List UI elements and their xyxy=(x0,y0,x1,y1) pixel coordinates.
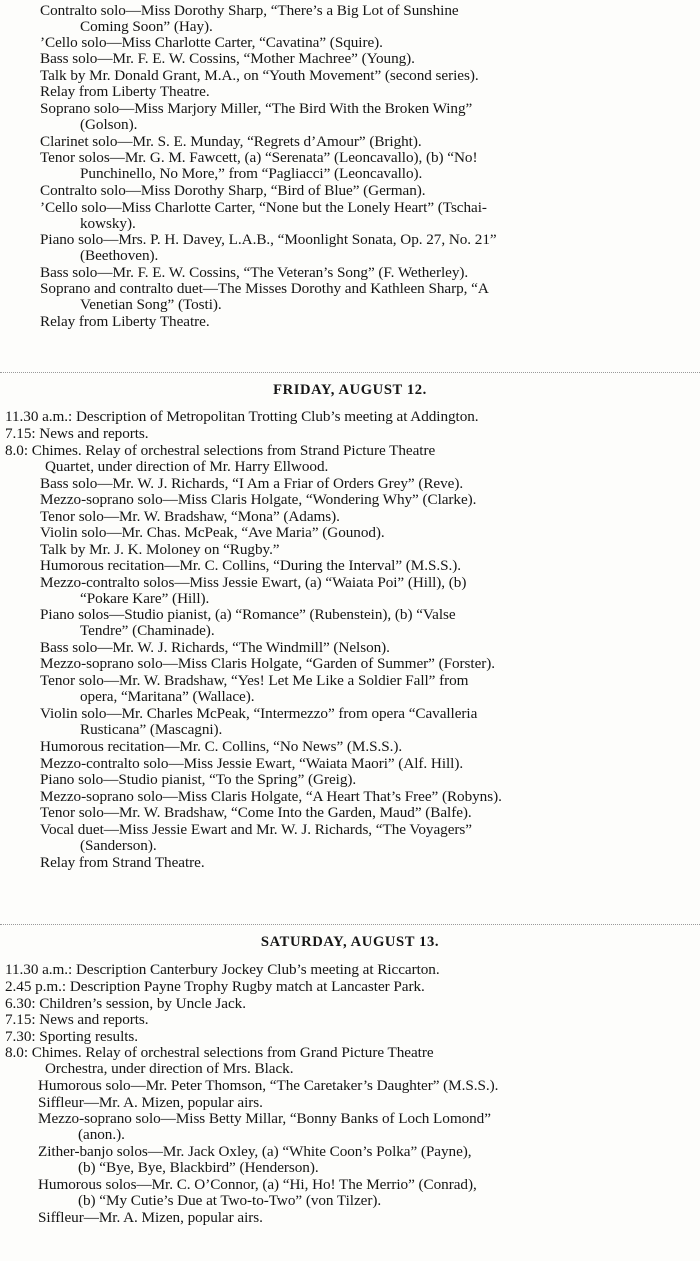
intro-item-continuation: (Beethoven). xyxy=(80,247,159,265)
saturday-schedule-entry-line: 2.45 p.m.: Description Payne Trophy Rugby match at Lancaster Park. xyxy=(5,978,425,995)
saturday-schedule-entry-line: 7.30: Sporting results. xyxy=(5,1028,139,1045)
intro-item-continuation: (Golson). xyxy=(80,116,138,134)
friday-schedule-entry xyxy=(0,426,700,442)
saturday-item-line: Humorous solos—Mr. C. O’Connor, (a) “Hi, Ho! The Merrio” (Conrad), xyxy=(38,1176,477,1193)
friday-item-line: Violin solo—Mr. Charles McPeak, “Intermezzo” from opera “Cavalleria xyxy=(40,705,478,722)
saturday-schedule-entry-line: 7.15: News and reports. xyxy=(5,1011,149,1028)
saturday-schedule-entry-line: 6.30: Children’s session, by Uncle Jack. xyxy=(5,995,246,1012)
saturday-heading: SATURDAY, AUGUST 13. xyxy=(260,934,440,950)
intro-item-line: Bass solo—Mr. F. E. W. Cossins, “The Veteran’s Song” (F. Wetherley). xyxy=(40,264,469,281)
friday-item xyxy=(0,558,700,574)
friday-item xyxy=(0,739,700,755)
friday-item-line: Mezzo-soprano solo—Miss Claris Holgate, “A Heart That’s Free” (Robyns). xyxy=(40,788,502,805)
friday-item xyxy=(0,855,700,871)
intro-item xyxy=(0,150,700,183)
friday-item xyxy=(0,575,700,608)
saturday-schedule-entry-line: 8.0: Chimes. Relay of orchestral selections from Grand Picture Theatre xyxy=(5,1044,434,1061)
intro-item-line: Contralto solo—Miss Dorothy Sharp, “Bird of Blue” (German). xyxy=(40,182,426,199)
friday-item-line: Mezzo-soprano solo—Miss Claris Holgate, “Garden of Summer” (Forster). xyxy=(40,655,496,672)
friday-heading: FRIDAY, AUGUST 12. xyxy=(273,382,427,398)
saturday-schedule-entry xyxy=(0,1045,700,1078)
friday-item-line: Piano solo—Studio pianist, “To the Spring” (Greig). xyxy=(40,771,357,788)
intro-item xyxy=(0,183,700,199)
intro-item-line: Clarinet solo—Mr. S. E. Munday, “Regrets d’Amour” (Bright). xyxy=(40,133,422,150)
friday-item xyxy=(0,673,700,706)
friday-item-line: Tenor solo—Mr. W. Bradshaw, “Mona” (Adams). xyxy=(40,508,340,525)
friday-item-continuation: “Pokare Kare” (Hill). xyxy=(80,590,210,608)
saturday-item xyxy=(0,1177,700,1210)
friday-item xyxy=(0,640,700,656)
saturday-item-line: Zither-banjo solos—Mr. Jack Oxley, (a) “White Coon’s Polka” (Payne), xyxy=(38,1143,472,1160)
saturday-item xyxy=(0,1144,700,1177)
saturday-schedule-entry xyxy=(0,962,700,978)
friday-item xyxy=(0,476,700,492)
intro-item xyxy=(0,35,700,51)
intro-item xyxy=(0,314,700,330)
saturday-item xyxy=(0,1078,700,1094)
intro-item-line: ’Cello solo—Miss Charlotte Carter, “Cavatina” (Squire). xyxy=(40,34,383,51)
intro-item-line: Bass solo—Mr. F. E. W. Cossins, “Mother Machree” (Young). xyxy=(40,50,415,67)
intro-item xyxy=(0,51,700,67)
intro-item xyxy=(0,68,700,84)
friday-item xyxy=(0,756,700,772)
friday-item xyxy=(0,772,700,788)
intro-item-line: Relay from Liberty Theatre. xyxy=(40,313,210,330)
friday-item xyxy=(0,607,700,640)
saturday-item-line: Humorous solo—Mr. Peter Thomson, “The Caretaker’s Daughter” (M.S.S.). xyxy=(38,1077,499,1094)
intro-item-line: Tenor solos—Mr. G. M. Fawcett, (a) “Serenata” (Leoncavallo), (b) “No! xyxy=(40,149,478,166)
friday-item-line: Relay from Strand Theatre. xyxy=(40,854,205,871)
friday-schedule-entry xyxy=(0,409,700,425)
friday-item-line: Talk by Mr. J. K. Moloney on “Rugby.” xyxy=(40,541,280,558)
saturday-item-line: Siffleur—Mr. A. Mizen, popular airs. xyxy=(38,1209,263,1226)
saturday-item xyxy=(0,1111,700,1144)
intro-item-line: Soprano and contralto duet—The Misses Dorothy and Kathleen Sharp, “A xyxy=(40,280,489,297)
friday-item-line: Violin solo—Mr. Chas. McPeak, “Ave Maria” (Gounod). xyxy=(40,524,385,541)
friday-item-line: Tenor solo—Mr. W. Bradshaw, “Yes! Let Me Like a Soldier Fall” from xyxy=(40,672,469,689)
friday-item xyxy=(0,525,700,541)
friday-item-line: Mezzo-contralto solo—Miss Jessie Ewart, “Waiata Maori” (Alf. Hill). xyxy=(40,755,464,772)
intro-item-line: Relay from Liberty Theatre. xyxy=(40,83,210,100)
friday-schedule-entry-line: 11.30 a.m.: Description of Metropolitan Trotting Club’s meeting at Addington. xyxy=(5,408,479,425)
friday-item-line: Piano solos—Studio pianist, (a) “Romance” (Rubenstein), (b) “Valse xyxy=(40,606,456,623)
friday-item xyxy=(0,492,700,508)
intro-item-continuation: Venetian Song” (Tosti). xyxy=(80,296,222,314)
friday-item-line: Vocal duet—Miss Jessie Ewart and Mr. W. J. Richards, “The Voyagers” xyxy=(40,821,472,838)
intro-item xyxy=(0,84,700,100)
section-rule-top xyxy=(0,372,700,373)
friday-item-line: Tenor solo—Mr. W. Bradshaw, “Come Into the Garden, Maud” (Balfe). xyxy=(40,804,472,821)
friday-schedule-entry-line: 7.15: News and reports. xyxy=(5,425,149,442)
section-rule-middle xyxy=(0,924,700,925)
friday-item-continuation: opera, “Maritana” (Wallace). xyxy=(80,688,255,706)
intro-item xyxy=(0,101,700,134)
saturday-schedule-entry xyxy=(0,979,700,995)
friday-schedule-entry xyxy=(0,443,700,476)
intro-item-continuation: kowsky). xyxy=(80,215,136,233)
friday-item-continuation: (Sanderson). xyxy=(80,837,157,855)
friday-item-line: Humorous recitation—Mr. C. Collins, “No News” (M.S.S.). xyxy=(40,738,403,755)
intro-item xyxy=(0,265,700,281)
friday-item-continuation: Rusticana” (Mascagni). xyxy=(80,721,223,739)
friday-schedule-entry-continuation: Quartet, under direction of Mr. Harry Ellwood. xyxy=(45,458,329,476)
saturday-item-continuation: (b) “My Cutie’s Due at Two-to-Two” (von Tilzer). xyxy=(78,1192,382,1210)
saturday-item-line: Siffleur—Mr. A. Mizen, popular airs. xyxy=(38,1094,263,1111)
friday-item-continuation: Tendre” (Chaminade). xyxy=(80,622,215,640)
intro-item xyxy=(0,134,700,150)
friday-item xyxy=(0,789,700,805)
saturday-schedule-entry-line: 11.30 a.m.: Description Canterbury Jockey Club’s meeting at Riccarton. xyxy=(5,961,440,978)
saturday-item-continuation: (anon.). xyxy=(78,1126,125,1144)
intro-item xyxy=(0,232,700,265)
intro-item-line: Talk by Mr. Donald Grant, M.A., on “Youth Movement” (second series). xyxy=(40,67,479,84)
saturday-schedule-entry xyxy=(0,996,700,1012)
friday-item xyxy=(0,822,700,855)
friday-item xyxy=(0,509,700,525)
intro-item-line: Soprano solo—Miss Marjory Miller, “The Bird With the Broken Wing” xyxy=(40,100,473,117)
intro-item-line: ’Cello solo—Miss Charlotte Carter, “None but the Lonely Heart” (Tschai- xyxy=(40,199,487,216)
friday-item xyxy=(0,542,700,558)
saturday-schedule-entry xyxy=(0,1029,700,1045)
saturday-item-continuation: (b) “Bye, Bye, Blackbird” (Henderson). xyxy=(78,1159,319,1177)
intro-item xyxy=(0,3,700,36)
saturday-item-line: Mezzo-soprano solo—Miss Betty Millar, “Bonny Banks of Loch Lomond” xyxy=(38,1110,491,1127)
intro-item-line: Contralto solo—Miss Dorothy Sharp, “There’s a Big Lot of Sunshine xyxy=(40,2,459,19)
friday-item xyxy=(0,706,700,739)
saturday-schedule-entry-continuation: Orchestra, under direction of Mrs. Black. xyxy=(45,1060,294,1078)
intro-item-line: Piano solo—Mrs. P. H. Davey, L.A.B., “Moonlight Sonata, Op. 27, No. 21” xyxy=(40,231,497,248)
friday-item xyxy=(0,805,700,821)
friday-item-line: Mezzo-contralto solos—Miss Jessie Ewart, (a) “Waiata Poi” (Hill), (b) xyxy=(40,574,467,591)
friday-item xyxy=(0,656,700,672)
intro-item-continuation: Punchinello, No More,” from “Pagliacci” (Leoncavallo). xyxy=(80,165,423,183)
friday-item-line: Mezzo-soprano solo—Miss Claris Holgate, “Wondering Why” (Clarke). xyxy=(40,491,477,508)
intro-item-continuation: Coming Soon” (Hay). xyxy=(80,18,213,36)
saturday-item xyxy=(0,1210,700,1226)
friday-item-line: Humorous recitation—Mr. C. Collins, “During the Interval” (M.S.S.). xyxy=(40,557,462,574)
friday-schedule-entry-line: 8.0: Chimes. Relay of orchestral selections from Strand Picture Theatre xyxy=(5,442,436,459)
friday-item-line: Bass solo—Mr. W. J. Richards, “I Am a Friar of Orders Grey” (Reve). xyxy=(40,475,464,492)
saturday-schedule-entry xyxy=(0,1012,700,1028)
intro-item xyxy=(0,200,700,233)
saturday-item xyxy=(0,1095,700,1111)
intro-item xyxy=(0,281,700,314)
friday-item-line: Bass solo—Mr. W. J. Richards, “The Windmill” (Nelson). xyxy=(40,639,390,656)
